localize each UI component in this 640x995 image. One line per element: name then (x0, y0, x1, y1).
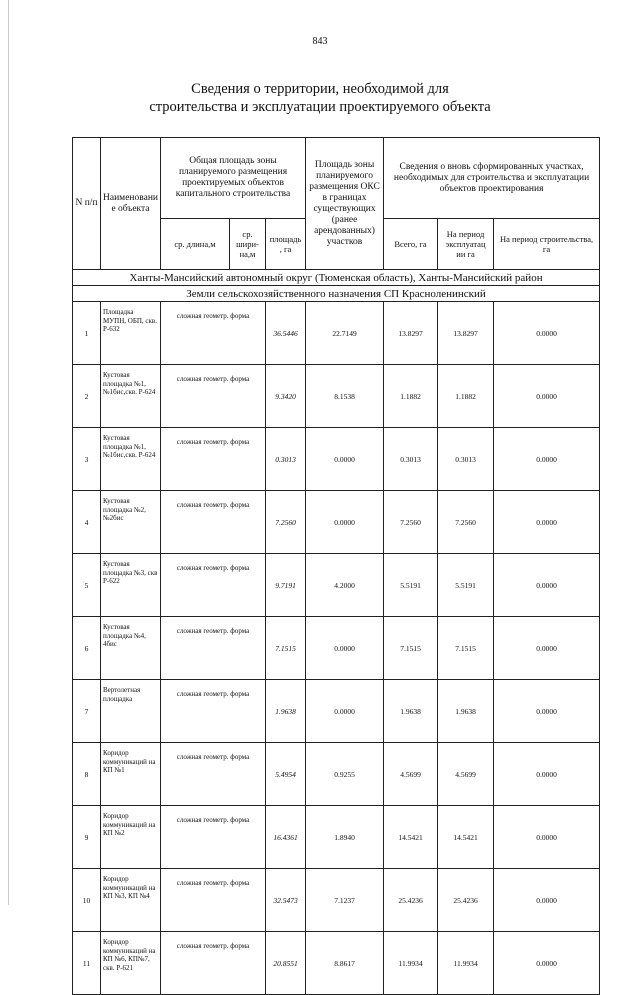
table-row (73, 617, 600, 680)
row-number: 4 (73, 491, 101, 554)
operation-period-value: 1.9638 (438, 680, 494, 743)
header-new-plots: Сведения о вновь сформированных участках, необходимых для строительства и эксплуатации объектов проектирования (384, 138, 600, 219)
table-row (73, 680, 600, 743)
total-area-value: 9.7191 (266, 554, 306, 617)
object-name: Кустовая площадка №1, №1бис,скв. Р-624 (101, 365, 161, 428)
header-area-ha: площадь , га (266, 219, 306, 270)
land-category-row: Земли сельскохозяйственного назначения СП Красноленинский (73, 286, 600, 302)
new-plot-total-value: 4.5699 (384, 743, 438, 806)
row-number: 11 (73, 932, 101, 995)
oks-area-value: 22.7149 (306, 302, 384, 365)
object-name: Коридор коммуникаций на КП №1 (101, 743, 161, 806)
new-plot-total-value: 14.5421 (384, 806, 438, 869)
new-plot-total-value: 1.9638 (384, 680, 438, 743)
oks-area-value: 0.0000 (306, 617, 384, 680)
header-num: N п/п (73, 138, 101, 270)
row-number: 7 (73, 680, 101, 743)
object-name: Коридор коммуникаций на КП №6, КП№7, скв. Р-621 (101, 932, 161, 995)
table-row (73, 302, 600, 365)
operation-period-value: 7.2560 (438, 491, 494, 554)
total-area-value: 36.5446 (266, 302, 306, 365)
object-name: Вертолетная площадка (101, 680, 161, 743)
geometry-shape: сложная геометр. форма (161, 554, 266, 617)
oks-area-value: 0.0000 (306, 491, 384, 554)
total-area-value: 5.4954 (266, 743, 306, 806)
row-number: 6 (73, 617, 101, 680)
header-avg-length: ср. длина,м (161, 219, 230, 270)
geometry-shape: сложная геометр. форма (161, 806, 266, 869)
construction-period-value: 0.0000 (494, 743, 600, 806)
oks-area-value: 0.9255 (306, 743, 384, 806)
header-construction-period: На период строительства, га (494, 219, 600, 270)
object-name: Коридор коммуникаций на КП №3, КП №4 (101, 869, 161, 932)
total-area-value: 20.8551 (266, 932, 306, 995)
geometry-shape: сложная геометр. форма (161, 743, 266, 806)
header-operation-period: На период эксплуатац ии га (438, 219, 494, 270)
oks-area-value: 1.8940 (306, 806, 384, 869)
geometry-shape: сложная геометр. форма (161, 428, 266, 491)
header-oks-area: Площадь зоны планируемого размещения ОКС в границах существующих (ранее арендованных) участков (306, 138, 384, 270)
new-plot-total-value: 13.8297 (384, 302, 438, 365)
row-number: 9 (73, 806, 101, 869)
construction-period-value: 0.0000 (494, 869, 600, 932)
new-plot-total-value: 25.4236 (384, 869, 438, 932)
row-number: 1 (73, 302, 101, 365)
construction-period-value: 0.0000 (494, 428, 600, 491)
oks-area-value: 0.0000 (306, 428, 384, 491)
object-name: Кустовая площадка №3, скв Р-622 (101, 554, 161, 617)
table-row (73, 869, 600, 932)
object-name: Площадка МУПН, ОБП, скв. Р-632 (101, 302, 161, 365)
table-row (73, 428, 600, 491)
operation-period-value: 13.8297 (438, 302, 494, 365)
territory-table (72, 137, 600, 995)
construction-period-value: 0.0000 (494, 680, 600, 743)
header-total-ha: Всего, га (384, 219, 438, 270)
region-row: Ханты-Мансийский автономный округ (Тюменская область), Ханты-Мансийский район (73, 270, 600, 286)
new-plot-total-value: 7.2560 (384, 491, 438, 554)
construction-period-value: 0.0000 (494, 554, 600, 617)
row-number: 3 (73, 428, 101, 491)
geometry-shape: сложная геометр. форма (161, 617, 266, 680)
operation-period-value: 5.5191 (438, 554, 494, 617)
oks-area-value: 4.2000 (306, 554, 384, 617)
table-row (73, 491, 600, 554)
scan-edge-line (8, 0, 9, 905)
new-plot-total-value: 11.9934 (384, 932, 438, 995)
table-row (73, 806, 600, 869)
total-area-value: 16.4361 (266, 806, 306, 869)
object-name: Кустовая площадка №2, №2бис (101, 491, 161, 554)
total-area-value: 9.3420 (266, 365, 306, 428)
header-avg-width: ср. шири- на,м (230, 219, 266, 270)
construction-period-value: 0.0000 (494, 365, 600, 428)
header-total-area: Общая площадь зоны планируемого размещения проектируемых объектов капитального строительства (161, 138, 306, 219)
construction-period-value: 0.0000 (494, 932, 600, 995)
new-plot-total-value: 7.1515 (384, 617, 438, 680)
page-title (0, 80, 640, 116)
new-plot-total-value: 5.5191 (384, 554, 438, 617)
operation-period-value: 0.3013 (438, 428, 494, 491)
construction-period-value: 0.0000 (494, 617, 600, 680)
geometry-shape: сложная геометр. форма (161, 491, 266, 554)
total-area-value: 0.3013 (266, 428, 306, 491)
object-name: Кустовая площадка №4, 4бис (101, 617, 161, 680)
geometry-shape: сложная геометр. форма (161, 869, 266, 932)
geometry-shape: сложная геометр. форма (161, 365, 266, 428)
operation-period-value: 7.1515 (438, 617, 494, 680)
oks-area-value: 8.1538 (306, 365, 384, 428)
table-row (73, 554, 600, 617)
geometry-shape: сложная геометр. форма (161, 932, 266, 995)
table-row (73, 932, 600, 995)
table-row (73, 743, 600, 806)
operation-period-value: 11.9934 (438, 932, 494, 995)
operation-period-value: 4.5699 (438, 743, 494, 806)
total-area-value: 7.2560 (266, 491, 306, 554)
construction-period-value: 0.0000 (494, 806, 600, 869)
new-plot-total-value: 1.1882 (384, 365, 438, 428)
title-line-2: строительства и эксплуатации проектируемого объекта (149, 99, 491, 115)
header-name: Наименовани е объекта (101, 138, 161, 270)
construction-period-value: 0.0000 (494, 302, 600, 365)
title-line-1: Сведения о территории, необходимой для (191, 81, 449, 97)
operation-period-value: 14.5421 (438, 806, 494, 869)
operation-period-value: 1.1882 (438, 365, 494, 428)
oks-area-value: 8.8617 (306, 932, 384, 995)
row-number: 5 (73, 554, 101, 617)
operation-period-value: 25.4236 (438, 869, 494, 932)
page-number: 843 (312, 36, 328, 47)
construction-period-value: 0.0000 (494, 491, 600, 554)
table-row (73, 365, 600, 428)
geometry-shape: сложная геометр. форма (161, 302, 266, 365)
object-name: Кустовая площадка №1, №1бис,скв. Р-624 (101, 428, 161, 491)
object-name: Коридор коммуникаций на КП №2 (101, 806, 161, 869)
row-number: 10 (73, 869, 101, 932)
new-plot-total-value: 0.3013 (384, 428, 438, 491)
total-area-value: 7.1515 (266, 617, 306, 680)
total-area-value: 1.9638 (266, 680, 306, 743)
geometry-shape: сложная геометр. форма (161, 680, 266, 743)
oks-area-value: 0.0000 (306, 680, 384, 743)
row-number: 2 (73, 365, 101, 428)
total-area-value: 32.5473 (266, 869, 306, 932)
row-number: 8 (73, 743, 101, 806)
oks-area-value: 7.1237 (306, 869, 384, 932)
